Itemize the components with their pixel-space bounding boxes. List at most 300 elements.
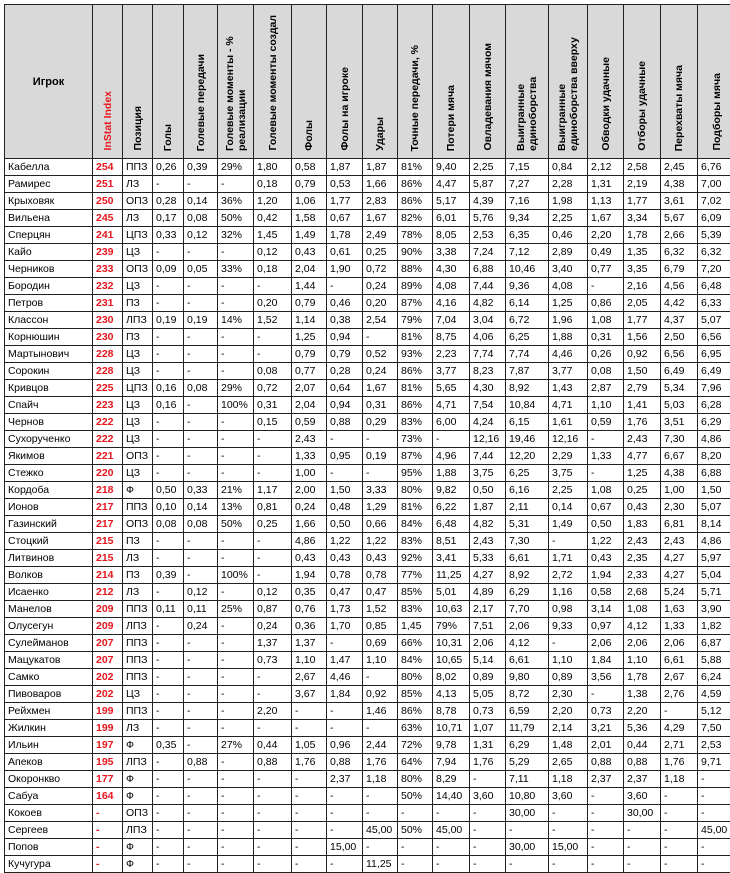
stat-cell: 0,88 — [588, 754, 624, 771]
player-name-cell: Кайо — [5, 244, 93, 261]
stat-cell: 0,66 — [363, 516, 398, 533]
stat-cell: 0,79 — [292, 295, 327, 312]
stat-cell: 1,43 — [549, 380, 588, 397]
stat-cell: 4,86 — [698, 533, 730, 550]
stat-cell: - — [433, 431, 470, 448]
stat-cell: 0,58 — [588, 584, 624, 601]
stat-cell: 1,96 — [549, 312, 588, 329]
stat-cell: 2,06 — [624, 635, 661, 652]
stat-cell: 6,09 — [698, 210, 730, 227]
stat-cell: 0,15 — [254, 414, 292, 431]
player-name-cell: Спайч — [5, 397, 93, 414]
table-row[interactable] — [5, 754, 730, 771]
stat-cell: 0,98 — [549, 601, 588, 618]
header-aerial-duels-won[interactable] — [549, 5, 588, 159]
stat-cell: 4,82 — [470, 516, 506, 533]
stat-cell: 7,70 — [506, 601, 549, 618]
stat-cell: 77% — [398, 567, 433, 584]
header-tackles[interactable] — [624, 5, 661, 159]
stat-cell: - — [153, 805, 184, 822]
stat-cell: 1,38 — [624, 686, 661, 703]
header-assists[interactable] — [184, 5, 218, 159]
stat-cell: 6,48 — [433, 516, 470, 533]
stat-cell: 2,06 — [506, 618, 549, 635]
stat-cell: - — [363, 720, 398, 737]
table-row[interactable] — [5, 584, 730, 601]
stat-cell: - — [218, 176, 254, 193]
stat-cell: 0,92 — [363, 686, 398, 703]
stat-cell: 1,13 — [588, 193, 624, 210]
instat-index-cell: 250 — [93, 193, 123, 210]
stat-cell: - — [588, 686, 624, 703]
stat-cell: 3,51 — [661, 414, 698, 431]
stat-cell: - — [218, 550, 254, 567]
stat-cell: - — [254, 822, 292, 839]
stat-cell: - — [698, 788, 730, 805]
player-name-cell: Кокоев — [5, 805, 93, 822]
instat-index-cell: 164 — [93, 788, 123, 805]
player-name-cell: Стежко — [5, 465, 93, 482]
stat-cell: 5,17 — [433, 193, 470, 210]
stat-cell: 1,10 — [624, 652, 661, 669]
stat-cell: - — [184, 567, 218, 584]
stat-cell: - — [254, 533, 292, 550]
header-label: Выигранные единоборства — [515, 5, 539, 155]
position-cell: ЦЗ — [123, 414, 153, 431]
stat-cell: 1,10 — [549, 652, 588, 669]
header-label: Голы — [162, 118, 174, 155]
table-row[interactable] — [5, 516, 730, 533]
stat-cell: - — [153, 720, 184, 737]
stat-cell: 0,35 — [292, 584, 327, 601]
player-name-cell: Ильин — [5, 737, 93, 754]
table-row[interactable] — [5, 771, 730, 788]
player-name-cell: Мацукатов — [5, 652, 93, 669]
header-label: InStat Index — [102, 85, 114, 155]
stat-cell: - — [184, 856, 218, 873]
stat-cell: 83% — [398, 414, 433, 431]
table-row[interactable] — [5, 703, 730, 720]
header-label: Перехваты мяча — [673, 59, 685, 155]
position-cell: ЦЗ — [123, 465, 153, 482]
table-row[interactable] — [5, 567, 730, 584]
stat-cell: 81% — [398, 159, 433, 176]
stat-cell: 0,59 — [292, 414, 327, 431]
header-duels-won[interactable] — [506, 5, 549, 159]
stat-cell: - — [184, 788, 218, 805]
stat-cell: 9,71 — [698, 754, 730, 771]
position-cell: ОПЗ — [123, 448, 153, 465]
stat-cell: - — [292, 856, 327, 873]
table-row[interactable] — [5, 720, 730, 737]
stat-cell: 0,28 — [327, 363, 363, 380]
stat-cell: 3,38 — [433, 244, 470, 261]
stat-cell: 3,75 — [549, 465, 588, 482]
stat-cell: - — [292, 720, 327, 737]
stat-cell: - — [327, 703, 363, 720]
header-row — [5, 5, 730, 159]
table-row[interactable] — [5, 465, 730, 482]
table-row[interactable] — [5, 159, 730, 176]
stat-cell: 1,77 — [624, 312, 661, 329]
stat-cell: 6,29 — [506, 737, 549, 754]
stat-cell: 2,67 — [661, 669, 698, 686]
stat-cell: 4,71 — [549, 397, 588, 414]
table-row[interactable] — [5, 652, 730, 669]
stat-cell: 0,11 — [153, 601, 184, 618]
stat-cell: - — [153, 822, 184, 839]
table-row[interactable] — [5, 176, 730, 193]
player-name-cell: Сабуа — [5, 788, 93, 805]
stat-cell: 0,11 — [184, 601, 218, 618]
instat-index-cell: 223 — [93, 397, 123, 414]
stat-cell: 5,33 — [470, 550, 506, 567]
player-name-cell: Кучугура — [5, 856, 93, 873]
table-row[interactable] — [5, 533, 730, 550]
stat-cell: 8,05 — [433, 227, 470, 244]
stat-cell: 1,33 — [661, 618, 698, 635]
stat-cell: - — [184, 346, 218, 363]
stat-cell: 1,56 — [624, 329, 661, 346]
table-row[interactable] — [5, 346, 730, 363]
stat-cell: 0,25 — [254, 516, 292, 533]
header-chances-created[interactable] — [254, 5, 292, 159]
stat-cell: 6,61 — [661, 652, 698, 669]
stat-cell: - — [254, 465, 292, 482]
table-row[interactable] — [5, 329, 730, 346]
stat-cell: 2,83 — [363, 193, 398, 210]
stat-cell: - — [698, 856, 730, 873]
stat-cell: 0,89 — [549, 669, 588, 686]
position-cell: ЛПЗ — [123, 312, 153, 329]
stat-cell: 0,05 — [184, 261, 218, 278]
table-row[interactable] — [5, 737, 730, 754]
stat-cell: 1,88 — [549, 329, 588, 346]
stat-cell: 8,51 — [433, 533, 470, 550]
stat-cell: 2,30 — [661, 499, 698, 516]
stat-cell: - — [153, 533, 184, 550]
table-row[interactable] — [5, 380, 730, 397]
stat-cell: 78% — [398, 227, 433, 244]
instat-index-cell: 233 — [93, 261, 123, 278]
stat-cell: 1,06 — [292, 193, 327, 210]
stat-cell: - — [184, 822, 218, 839]
header-dribbles[interactable] — [588, 5, 624, 159]
stat-cell: 8,29 — [433, 771, 470, 788]
stat-cell: 0,29 — [363, 414, 398, 431]
stat-cell: - — [153, 244, 184, 261]
player-name-cell: Стоцкий — [5, 533, 93, 550]
position-cell: ПЗ — [123, 567, 153, 584]
header-label: Позиция — [132, 100, 144, 155]
table-row[interactable] — [5, 244, 730, 261]
table-row[interactable] — [5, 193, 730, 210]
stat-cell: - — [218, 431, 254, 448]
stat-cell: - — [184, 363, 218, 380]
stat-cell: 5,34 — [661, 380, 698, 397]
stat-cell: 0,79 — [292, 346, 327, 363]
stat-cell: 1,46 — [363, 703, 398, 720]
header-ball-losses[interactable] — [433, 5, 470, 159]
table-row[interactable] — [5, 805, 730, 822]
table-row[interactable] — [5, 635, 730, 652]
stat-cell: 84% — [398, 516, 433, 533]
stat-cell: 4,27 — [661, 567, 698, 584]
position-cell: ЦЗ — [123, 431, 153, 448]
stat-cell: 5,12 — [698, 703, 730, 720]
stat-cell: 0,85 — [363, 618, 398, 635]
stat-cell: 6,32 — [698, 244, 730, 261]
stat-cell: 100% — [218, 567, 254, 584]
header-fouls[interactable] — [292, 5, 327, 159]
table-row[interactable] — [5, 295, 730, 312]
stat-cell: - — [153, 669, 184, 686]
stat-cell: 0,61 — [327, 244, 363, 261]
stat-cell: 4,13 — [433, 686, 470, 703]
header-label: Отборы удачные — [636, 55, 648, 155]
stat-cell: - — [433, 856, 470, 873]
stat-cell: 6,25 — [506, 465, 549, 482]
table-row[interactable] — [5, 550, 730, 567]
table-row[interactable] — [5, 618, 730, 635]
stat-cell: - — [153, 856, 184, 873]
stat-cell: 1,07 — [470, 720, 506, 737]
stat-cell: 1,47 — [327, 652, 363, 669]
stat-cell: 4,86 — [292, 533, 327, 550]
stat-cell: - — [218, 244, 254, 261]
stat-cell: 0,43 — [327, 550, 363, 567]
stat-cell: 10,65 — [433, 652, 470, 669]
stat-cell: - — [218, 771, 254, 788]
header-chances-conversion[interactable] — [218, 5, 254, 159]
stat-cell: 0,14 — [549, 499, 588, 516]
instat-index-cell: 199 — [93, 720, 123, 737]
stat-cell: 83% — [398, 601, 433, 618]
stat-cell: - — [218, 346, 254, 363]
header-instat-index[interactable] — [93, 5, 123, 159]
stat-cell: - — [549, 822, 588, 839]
stat-cell: 5,31 — [506, 516, 549, 533]
stat-cell: 1,76 — [661, 754, 698, 771]
header-fouls-suffered[interactable] — [327, 5, 363, 159]
table-row[interactable] — [5, 363, 730, 380]
stat-cell: 3,77 — [433, 363, 470, 380]
stat-cell: 1,67 — [588, 210, 624, 227]
stat-cell: 86% — [398, 397, 433, 414]
stat-cell: 6,16 — [506, 482, 549, 499]
stat-cell: 7,15 — [506, 159, 549, 176]
stat-cell: 33% — [218, 261, 254, 278]
stat-cell: 1,82 — [698, 618, 730, 635]
stat-cell: 14% — [218, 312, 254, 329]
position-cell: Ф — [123, 482, 153, 499]
header-player[interactable]: Игрок — [5, 5, 93, 159]
table-row[interactable] — [5, 822, 730, 839]
stat-cell: 2,06 — [588, 635, 624, 652]
stat-cell: 0,08 — [184, 210, 218, 227]
stat-cell: 6,29 — [506, 584, 549, 601]
stat-cell: 6,15 — [506, 414, 549, 431]
stat-cell: - — [470, 805, 506, 822]
instat-index-cell: 212 — [93, 584, 123, 601]
stat-cell: - — [327, 465, 363, 482]
stat-cell: 1,41 — [624, 397, 661, 414]
stat-cell: 81% — [398, 329, 433, 346]
header-label: Точные передачи, % — [409, 39, 421, 155]
table-row[interactable] — [5, 856, 730, 873]
table-row[interactable] — [5, 261, 730, 278]
stat-cell: 80% — [398, 669, 433, 686]
stat-cell: 0,26 — [588, 346, 624, 363]
stat-cell: - — [254, 278, 292, 295]
stat-cell: - — [153, 448, 184, 465]
stat-cell: 1,22 — [588, 533, 624, 550]
stat-cell: - — [363, 805, 398, 822]
stat-cell: 6,76 — [698, 159, 730, 176]
stat-cell: 9,82 — [433, 482, 470, 499]
stat-cell: 1,37 — [292, 635, 327, 652]
stat-cell: 3,61 — [661, 193, 698, 210]
stat-cell: 50% — [218, 516, 254, 533]
stat-cell: - — [184, 550, 218, 567]
stat-cell: 84% — [398, 652, 433, 669]
player-name-cell: Чернов — [5, 414, 93, 431]
stat-cell: 5,88 — [698, 652, 730, 669]
stat-cell: 0,28 — [153, 193, 184, 210]
stat-cell: 6,56 — [661, 346, 698, 363]
stat-cell: 50% — [398, 822, 433, 839]
stat-cell: 0,31 — [363, 397, 398, 414]
header-recoveries[interactable] — [470, 5, 506, 159]
stat-cell: - — [218, 618, 254, 635]
table-row[interactable] — [5, 482, 730, 499]
header-goals[interactable] — [153, 5, 184, 159]
stat-cell: 7,50 — [698, 720, 730, 737]
instat-index-cell: 231 — [93, 295, 123, 312]
table-row[interactable] — [5, 397, 730, 414]
stat-cell: 2,53 — [698, 737, 730, 754]
stat-cell: 0,53 — [327, 176, 363, 193]
position-cell: ЦЗ — [123, 363, 153, 380]
table-row[interactable] — [5, 686, 730, 703]
stat-cell: 80% — [398, 482, 433, 499]
stat-cell: 88% — [398, 261, 433, 278]
table-row[interactable] — [5, 414, 730, 431]
stat-cell: - — [398, 839, 433, 856]
player-name-cell: Исаенко — [5, 584, 93, 601]
table-row[interactable] — [5, 448, 730, 465]
stat-cell: 0,97 — [588, 618, 624, 635]
table-row[interactable] — [5, 227, 730, 244]
player-name-cell: Волков — [5, 567, 93, 584]
stat-cell: - — [624, 856, 661, 873]
table-row[interactable] — [5, 669, 730, 686]
stat-cell: 2,37 — [624, 771, 661, 788]
stat-cell: 6,49 — [698, 363, 730, 380]
stat-cell: 6,87 — [698, 635, 730, 652]
stat-cell: 1,50 — [624, 363, 661, 380]
stat-cell: - — [153, 771, 184, 788]
position-cell: ПЗ — [123, 533, 153, 550]
position-cell: ППЗ — [123, 669, 153, 686]
header-interceptions[interactable] — [661, 5, 698, 159]
stat-cell: 1,33 — [292, 448, 327, 465]
stat-cell: 0,46 — [327, 295, 363, 312]
stat-cell: 0,12 — [254, 584, 292, 601]
stat-cell: 0,17 — [153, 210, 184, 227]
stat-cell: 30,00 — [624, 805, 661, 822]
position-cell: ППЗ — [123, 635, 153, 652]
stat-cell: - — [218, 329, 254, 346]
stat-cell: 5,07 — [698, 499, 730, 516]
table-row[interactable] — [5, 839, 730, 856]
header-position[interactable] — [123, 5, 153, 159]
header-pass-accuracy[interactable] — [398, 5, 433, 159]
stat-cell: 4,08 — [433, 278, 470, 295]
header-loose-balls[interactable] — [698, 5, 730, 159]
stat-cell: 2,06 — [470, 635, 506, 652]
table-row[interactable] — [5, 278, 730, 295]
table-row[interactable] — [5, 312, 730, 329]
stat-cell: 45,00 — [363, 822, 398, 839]
player-name-cell: Апеков — [5, 754, 93, 771]
header-label: Голевые передачи — [195, 48, 207, 155]
stat-cell: 79% — [398, 312, 433, 329]
table-row[interactable] — [5, 499, 730, 516]
stat-cell: 6,32 — [661, 244, 698, 261]
stat-cell: 1,18 — [363, 771, 398, 788]
stat-cell: - — [184, 431, 218, 448]
stat-cell: 3,21 — [588, 720, 624, 737]
stat-cell: - — [363, 431, 398, 448]
stat-cell: - — [470, 771, 506, 788]
stat-cell: 8,78 — [433, 703, 470, 720]
stat-cell: 1,77 — [624, 193, 661, 210]
stat-cell: 7,96 — [698, 380, 730, 397]
stat-cell: 1,90 — [327, 261, 363, 278]
stat-cell: 1,50 — [698, 482, 730, 499]
table-row[interactable] — [5, 431, 730, 448]
stat-cell: - — [184, 771, 218, 788]
position-cell: ОПЗ — [123, 516, 153, 533]
stat-cell: 8,92 — [506, 567, 549, 584]
stat-cell: 0,50 — [470, 482, 506, 499]
stat-cell: 2,16 — [624, 278, 661, 295]
stat-cell: 1,25 — [292, 329, 327, 346]
stat-cell: 30,00 — [506, 839, 549, 856]
header-label: Потери мяча — [445, 79, 457, 155]
stat-cell: 4,29 — [661, 720, 698, 737]
stat-cell: 2,43 — [470, 533, 506, 550]
instat-index-cell: 228 — [93, 363, 123, 380]
stat-cell: 2,29 — [549, 448, 588, 465]
stat-cell: 19,46 — [506, 431, 549, 448]
stat-cell: 2,14 — [549, 720, 588, 737]
stat-cell: - — [184, 295, 218, 312]
stat-cell: 81% — [398, 380, 433, 397]
stat-cell: 79% — [433, 618, 470, 635]
header-shots[interactable] — [363, 5, 398, 159]
stat-cell: - — [327, 822, 363, 839]
stat-cell: 2,66 — [661, 227, 698, 244]
position-cell: Ф — [123, 737, 153, 754]
stat-cell: 2,25 — [549, 482, 588, 499]
table-row[interactable] — [5, 210, 730, 227]
header-label: Подборы мяча — [711, 67, 723, 155]
table-row[interactable] — [5, 788, 730, 805]
table-row[interactable] — [5, 601, 730, 618]
instat-index-cell: 199 — [93, 703, 123, 720]
